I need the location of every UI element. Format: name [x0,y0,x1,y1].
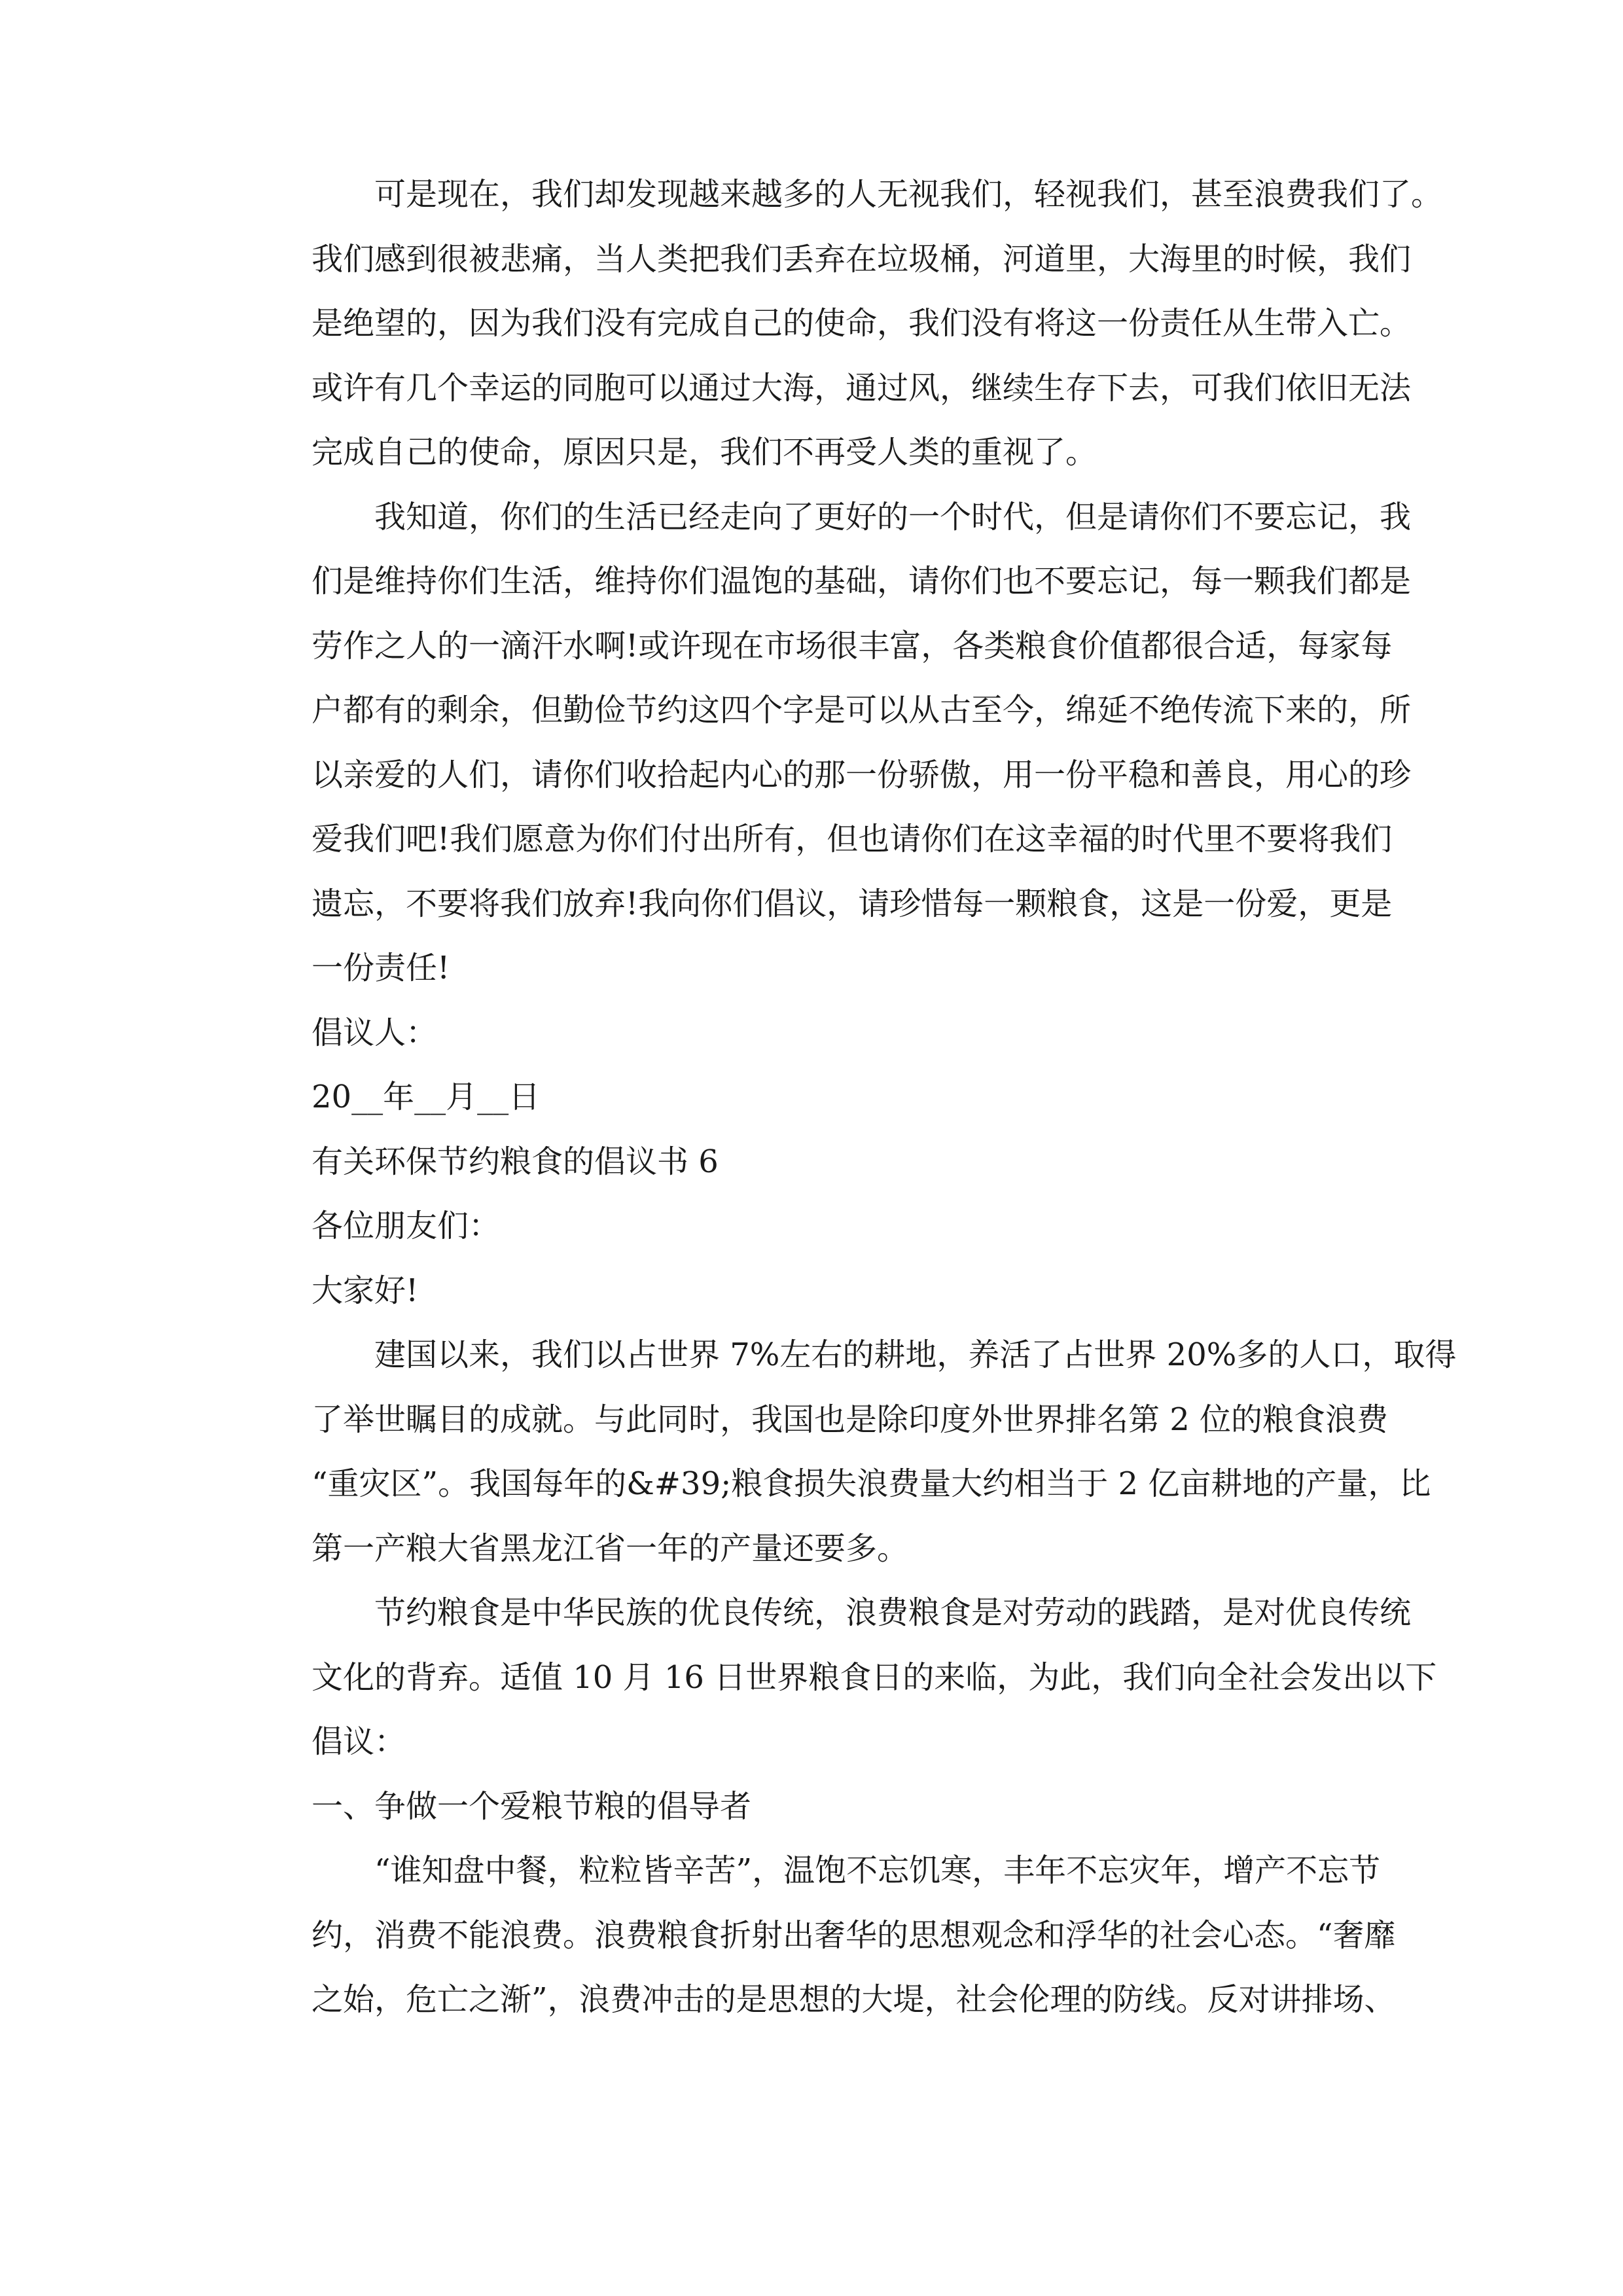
proposal-heading-1: 一、争做一个爱粮节粮的倡导者 [312,1787,752,1825]
text-line: 节约粮食是中华民族的优良传统，浪费粮食是对劳动的践踏，是对优良传统 [374,1594,1412,1631]
date-line: 20__年__月__日 [312,1079,541,1115]
text-line: 是绝望的，因为我们没有完成自己的使命，我们没有将这一份责任从生带入亡。 [312,305,1412,342]
paragraph-statistics [249,1323,1457,1581]
text-line: 或许有几个幸运的同胞可以通过大海，通过风，继续生存下去，可我们依旧无法 [312,369,1412,406]
text-line: 们是维持你们生活，维持你们温饱的基础，请你们也不要忘记，每一颗我们都是 [312,563,1412,600]
text-line: 第一产粮大省黑龙江省一年的产量还要多。 [312,1530,909,1567]
paragraph-waste-lament [249,162,1443,485]
text-line: 我们感到很被悲痛，当人类把我们丢弃在垃圾桶，河道里，大海里的时候，我们 [312,240,1412,278]
text-line: 建国以来，我们以占世界 7%左右的耕地，养活了占世界 20%多的人口，取得 [374,1336,1457,1373]
greeting: 大家好! [312,1272,419,1309]
text-line: 倡议： [312,1723,406,1760]
text-line: “谁知盘中餐，粒粒皆辛苦”，温饱不忘饥寒，丰年不忘灾年，增产不忘节 [374,1852,1381,1889]
text-line: 了举世瞩目的成就。与此同时，我国也是除印度外世界排名第 2 位的粮食浪费 [312,1401,1389,1438]
text-line: 户都有的剩余，但勤俭节约这四个字是可以从古至今，绵延不绝传流下来的，所 [312,692,1412,728]
text-line: 劳作之人的一滴汗水啊!或许现在市场很丰富，各类粮食价值都很合适，每家每 [312,627,1393,664]
text-line: 我知道，你们的生活已经走向了更好的一个时代，但是请你们不要忘记，我 [374,498,1412,535]
paragraph-proposal-1 [249,1839,1396,2032]
text-line: 爱我们吧!我们愿意为你们付出所有，但也请你们在这幸福的时代里不要将我们 [312,821,1393,857]
text-line: 之始，危亡之渐”，浪费冲击的是思想的大堤，社会伦理的防线。反对讲排场、 [312,1981,1396,2018]
initiator-label: 倡议人： [312,1014,438,1051]
paragraph-tradition [249,1581,1437,1774]
paragraph-appeal [249,485,1412,1001]
document-body [249,162,1457,2032]
text-line: 遗忘，不要将我们放弃!我向你们倡议，请珍惜每一颗粮食，这是一份爱，更是 [312,885,1393,922]
salutation: 各位朋友们： [312,1208,501,1244]
text-line: 完成自己的使命，原因只是，我们不再受人类的重视了。 [312,434,1097,471]
text-line: 约，消费不能浪费。浪费粮食折射出奢华的思想观念和浮华的社会心态。“奢靡 [312,1916,1396,1954]
text-line: “重灾区”。我国每年的&#39;粮食损失浪费量大约相当于 2 亿亩耕地的产量，比 [312,1465,1431,1502]
text-line: 文化的背弃。适值 10 月 16 日世界粮食日的来临，为此，我们向全社会发出以下 [312,1659,1437,1696]
text-line: 可是现在，我们却发现越来越多的人无视我们，轻视我们，甚至浪费我们了。 [374,176,1443,213]
text-line: 一份责任! [312,950,450,986]
text-line: 以亲爱的人们，请你们收拾起内心的那一份骄傲，用一份平稳和善良，用心的珍 [312,756,1412,793]
section-title: 有关环保节约粮食的倡议书 6 [312,1143,719,1180]
